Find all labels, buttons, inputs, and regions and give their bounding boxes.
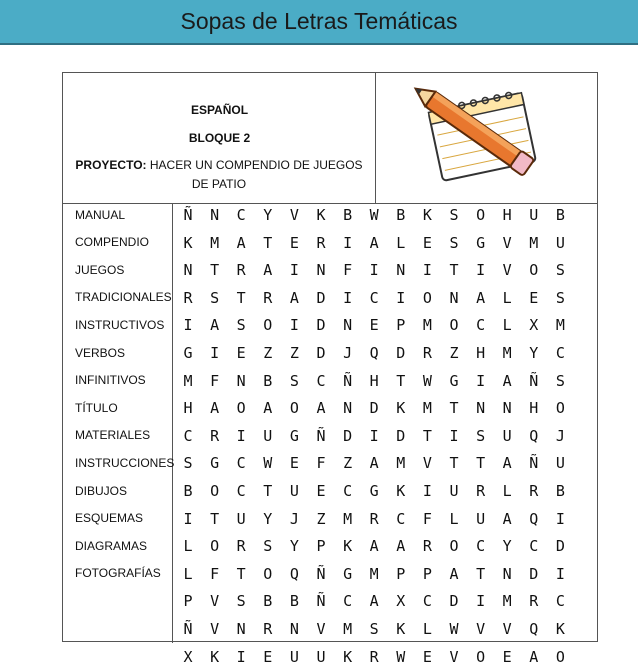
grid-letter: D xyxy=(449,592,459,611)
grid-letter: G xyxy=(476,233,486,252)
grid-letter: M xyxy=(210,233,220,252)
grid-letter: K xyxy=(396,399,406,418)
grid-letter: U xyxy=(289,482,299,500)
grid-letter: V xyxy=(289,206,299,224)
word-list-item: TÍTULO xyxy=(75,401,118,415)
grid-letter: L xyxy=(502,288,512,307)
word-list-item: ESQUEMAS xyxy=(75,511,144,525)
grid-letter: N xyxy=(236,620,246,638)
grid-letter: P xyxy=(396,564,406,583)
grid-letter: O xyxy=(289,399,299,418)
grid-letter: F xyxy=(343,261,353,280)
grid-letter: Q xyxy=(529,620,539,638)
grid-letter: U xyxy=(502,426,512,445)
grid-letter: I xyxy=(555,564,565,583)
grid-letter: I xyxy=(369,261,379,280)
grid-letter: H xyxy=(183,399,193,418)
block-label: BLOQUE 2 xyxy=(188,131,251,145)
grid-letter: P xyxy=(183,592,193,611)
grid-letter: I xyxy=(476,261,486,280)
grid-letter: I xyxy=(289,261,299,280)
grid-letter: D xyxy=(396,344,406,362)
grid-letter: C xyxy=(236,454,246,473)
grid-letter: A xyxy=(449,564,459,583)
grid-letter: O xyxy=(555,647,565,666)
grid-letter: R xyxy=(236,261,246,280)
grid-letter: M xyxy=(183,371,193,390)
grid-letter: J xyxy=(289,509,299,528)
grid-letter: K xyxy=(183,233,193,252)
grid-letter: I xyxy=(555,509,565,528)
grid-letter: D xyxy=(316,316,326,335)
grid-letter: T xyxy=(422,426,432,445)
grid-letter: O xyxy=(210,482,220,500)
grid-letter: S xyxy=(183,454,193,473)
word-list-item: MATERIALES xyxy=(75,428,151,442)
grid-letter: A xyxy=(369,233,379,252)
grid-letter: H xyxy=(502,206,512,224)
grid-letter: R xyxy=(422,537,432,556)
grid-letter: R xyxy=(316,233,326,252)
word-list-item: DIBUJOS xyxy=(75,484,128,498)
grid-letter: C xyxy=(422,592,432,611)
grid-letter: Y xyxy=(263,206,273,224)
grid-letter: E xyxy=(502,647,512,666)
word-list-item: INSTRUCCIONES xyxy=(75,456,175,470)
sheet-header xyxy=(63,73,597,204)
letter-grid xyxy=(173,203,597,666)
grid-letter: J xyxy=(555,426,565,445)
grid-letter: J xyxy=(343,344,353,362)
word-list-item: TRADICIONALES xyxy=(75,290,172,304)
grid-letter: T xyxy=(449,454,459,473)
grid-letter: K xyxy=(396,482,406,500)
grid-letter: M xyxy=(502,344,512,362)
grid-letter: C xyxy=(369,288,379,307)
grid-letter: M xyxy=(502,592,512,611)
grid-letter: S xyxy=(210,288,220,307)
grid-letter: B xyxy=(396,206,406,224)
grid-letter: C xyxy=(529,537,539,556)
grid-letter: S xyxy=(236,592,246,611)
grid-letter: R xyxy=(236,537,246,556)
grid-letter: I xyxy=(449,426,459,445)
grid-letter: S xyxy=(289,371,299,390)
grid-letter: I xyxy=(183,316,193,335)
grid-letter: A xyxy=(210,399,220,418)
grid-letter: H xyxy=(529,399,539,418)
grid-letter: N xyxy=(502,399,512,418)
grid-letter: T xyxy=(263,482,273,500)
grid-letter: O xyxy=(236,399,246,418)
grid-letter: I xyxy=(236,426,246,445)
grid-letter: W xyxy=(396,647,406,666)
grid-letter: H xyxy=(476,344,486,362)
grid-letter: Ñ xyxy=(316,592,326,611)
grid-letter: M xyxy=(555,316,565,335)
grid-letter: I xyxy=(422,261,432,280)
grid-letter: A xyxy=(289,288,299,307)
grid-letter: U xyxy=(555,233,565,252)
grid-letter: Y xyxy=(529,344,539,362)
grid-letter: U xyxy=(449,482,459,500)
grid-letter: S xyxy=(369,620,379,638)
grid-letter: V xyxy=(210,592,220,611)
grid-letter: U xyxy=(236,509,246,528)
grid-letter: S xyxy=(555,288,565,307)
grid-letter: N xyxy=(183,261,193,280)
grid-letter: N xyxy=(396,261,406,280)
grid-letter: B xyxy=(263,592,273,611)
grid-letter: R xyxy=(369,509,379,528)
grid-letter: R xyxy=(529,592,539,611)
grid-letter: T xyxy=(449,261,459,280)
grid-letter: L xyxy=(502,482,512,500)
grid-letter: O xyxy=(263,564,273,583)
grid-letter: E xyxy=(369,316,379,335)
grid-letter: I xyxy=(236,647,246,666)
grid-letter: T xyxy=(236,564,246,583)
grid-letter: N xyxy=(343,316,353,335)
grid-letter: A xyxy=(263,399,273,418)
grid-letter: T xyxy=(210,509,220,528)
grid-letter: A xyxy=(236,233,246,252)
grid-letter: V xyxy=(502,261,512,280)
grid-letter: O xyxy=(449,316,459,335)
grid-letter: A xyxy=(396,537,406,556)
grid-letter: S xyxy=(555,261,565,280)
grid-letter: A xyxy=(529,647,539,666)
grid-letter: S xyxy=(263,537,273,556)
grid-letter: F xyxy=(316,454,326,473)
grid-letter: Ñ xyxy=(343,371,353,390)
grid-letter: P xyxy=(422,564,432,583)
grid-letter: K xyxy=(343,647,353,666)
grid-letter: R xyxy=(183,288,193,307)
grid-letter: R xyxy=(263,288,273,307)
grid-letter: T xyxy=(210,261,220,280)
word-list-item: JUEGOS xyxy=(75,263,125,277)
grid-letter: D xyxy=(343,426,353,445)
grid-letter: X xyxy=(529,316,539,335)
grid-letter: R xyxy=(422,344,432,362)
grid-letter: C xyxy=(555,344,565,362)
grid-letter: C xyxy=(236,482,246,500)
grid-letter: M xyxy=(369,564,379,583)
grid-letter: V xyxy=(422,454,432,473)
grid-letter: O xyxy=(555,399,565,418)
grid-letter: U xyxy=(476,509,486,528)
grid-letter: T xyxy=(263,233,273,252)
grid-letter: T xyxy=(449,399,459,418)
grid-letter: R xyxy=(476,482,486,500)
grid-letter: O xyxy=(529,261,539,280)
grid-letter: N xyxy=(476,399,486,418)
grid-letter: A xyxy=(263,261,273,280)
grid-letter: Ñ xyxy=(183,206,193,224)
grid-letter: Q xyxy=(289,564,299,583)
grid-letter: Ñ xyxy=(529,454,539,473)
grid-letter: I xyxy=(343,288,353,307)
grid-letter: N xyxy=(343,399,353,418)
grid-letter: S xyxy=(555,371,565,390)
grid-letter: I xyxy=(369,426,379,445)
grid-letter: K xyxy=(343,537,353,556)
grid-letter: S xyxy=(476,426,486,445)
grid-letter: P xyxy=(316,537,326,556)
word-list-item: VERBOS xyxy=(75,346,126,360)
grid-letter: L xyxy=(183,564,193,583)
grid-letter: N xyxy=(449,288,459,307)
grid-letter: M xyxy=(343,620,353,638)
grid-letter: Ñ xyxy=(183,620,193,638)
grid-letter: C xyxy=(555,592,565,611)
grid-letter: G xyxy=(210,454,220,473)
grid-letter: M xyxy=(422,316,432,335)
grid-letter: L xyxy=(422,620,432,638)
grid-letter: D xyxy=(396,426,406,445)
grid-letter: I xyxy=(422,482,432,500)
word-list-item: INFINITIVOS xyxy=(75,373,146,387)
grid-letter: S xyxy=(449,233,459,252)
grid-letter: X xyxy=(396,592,406,611)
grid-letter: Y xyxy=(263,509,273,528)
grid-letter: E xyxy=(316,482,326,500)
grid-letter: W xyxy=(422,371,432,390)
word-list xyxy=(63,203,173,643)
grid-letter: E xyxy=(236,344,246,362)
grid-letter: Y xyxy=(289,537,299,556)
grid-letter: G xyxy=(449,371,459,390)
grid-letter: Ñ xyxy=(316,426,326,445)
subject-label: ESPAÑOL xyxy=(190,103,249,117)
grid-letter: U xyxy=(555,454,565,473)
grid-letter: C xyxy=(396,509,406,528)
grid-letter: Z xyxy=(343,454,353,473)
grid-letter: K xyxy=(422,206,432,224)
grid-letter: O xyxy=(476,647,486,666)
grid-letter: I xyxy=(396,288,406,307)
grid-letter: V xyxy=(476,620,486,638)
grid-letter: B xyxy=(343,206,353,224)
grid-letter: K xyxy=(316,206,326,224)
grid-letter: U xyxy=(289,647,299,666)
grid-letter: B xyxy=(289,592,299,611)
grid-letter: L xyxy=(502,316,512,335)
page-title: Sopas de Letras Temáticas xyxy=(0,0,638,45)
grid-letter: Z xyxy=(289,344,299,362)
grid-letter: V xyxy=(502,233,512,252)
grid-letter: T xyxy=(476,454,486,473)
grid-letter: O xyxy=(210,537,220,556)
grid-letter: B xyxy=(183,482,193,500)
grid-letter: N xyxy=(210,206,220,224)
grid-letter: C xyxy=(183,426,193,445)
grid-letter: C xyxy=(236,206,246,224)
grid-letter: B xyxy=(263,371,273,390)
grid-letter: F xyxy=(422,509,432,528)
grid-letter: O xyxy=(263,316,273,335)
grid-letter: M xyxy=(422,399,432,418)
grid-letter: U xyxy=(263,426,273,445)
project-text: HACER UN COMPENDIO DE JUEGOS DE PATIO xyxy=(149,158,363,191)
grid-letter: U xyxy=(529,206,539,224)
grid-letter: W xyxy=(263,454,273,473)
grid-letter: M xyxy=(396,454,406,473)
word-search-sheet xyxy=(62,72,598,666)
grid-letter: T xyxy=(396,371,406,390)
word-list-item: MANUAL xyxy=(75,208,126,222)
grid-letter: K xyxy=(210,647,220,666)
grid-letter: A xyxy=(369,454,379,473)
grid-letter: G xyxy=(183,344,193,362)
word-list-item: FOTOGRAFÍAS xyxy=(75,566,161,580)
grid-letter: O xyxy=(449,537,459,556)
grid-letter: F xyxy=(210,371,220,390)
word-list-item: INSTRUCTIVOS xyxy=(75,318,165,332)
grid-letter: Z xyxy=(316,509,326,528)
grid-letter: D xyxy=(555,537,565,556)
grid-letter: R xyxy=(263,620,273,638)
grid-letter: N xyxy=(236,371,246,390)
grid-letter: U xyxy=(316,647,326,666)
grid-letter: C xyxy=(316,371,326,390)
grid-letter: W xyxy=(369,206,379,224)
project-label: PROYECTO: xyxy=(75,158,147,172)
grid-letter: S xyxy=(449,206,459,224)
word-list-item: COMPENDIO xyxy=(75,235,150,249)
grid-letter: M xyxy=(529,233,539,252)
grid-letter: D xyxy=(529,564,539,583)
grid-letter: V xyxy=(316,620,326,638)
grid-letter: V xyxy=(210,620,220,638)
grid-letter: Z xyxy=(449,344,459,362)
grid-letter: E xyxy=(529,288,539,307)
grid-letter: A xyxy=(502,371,512,390)
grid-letter: A xyxy=(316,399,326,418)
grid-letter: F xyxy=(210,564,220,583)
grid-letter: I xyxy=(476,371,486,390)
grid-letter: G xyxy=(289,426,299,445)
grid-letter: I xyxy=(476,592,486,611)
grid-letter: E xyxy=(263,647,273,666)
grid-letter: V xyxy=(502,620,512,638)
grid-letter: G xyxy=(369,482,379,500)
grid-letter: N xyxy=(502,564,512,583)
grid-letter: S xyxy=(236,316,246,335)
grid-letter: D xyxy=(316,344,326,362)
grid-letter: T xyxy=(476,564,486,583)
grid-letter: A xyxy=(502,454,512,473)
grid-letter: D xyxy=(316,288,326,307)
word-list-item: DIAGRAMAS xyxy=(75,539,148,553)
grid-letter: K xyxy=(396,620,406,638)
grid-letter: H xyxy=(369,371,379,390)
notepad-pencil-icon xyxy=(376,73,597,203)
grid-letter: K xyxy=(555,620,565,638)
grid-letter: P xyxy=(396,316,406,335)
grid-letter: G xyxy=(343,564,353,583)
grid-letter: Z xyxy=(263,344,273,362)
grid-letter: C xyxy=(476,537,486,556)
grid-letter: V xyxy=(449,647,459,666)
grid-letter: D xyxy=(369,399,379,418)
grid-letter: C xyxy=(343,592,353,611)
project-description xyxy=(69,156,369,194)
grid-letter: A xyxy=(210,316,220,335)
grid-letter: Q xyxy=(529,426,539,445)
grid-letter: Ñ xyxy=(529,371,539,390)
grid-letter: A xyxy=(369,592,379,611)
grid-letter: Q xyxy=(529,509,539,528)
grid-letter: E xyxy=(289,233,299,252)
header-illustration xyxy=(376,73,597,203)
grid-letter: W xyxy=(449,620,459,638)
grid-letter: Y xyxy=(502,537,512,556)
grid-letter: E xyxy=(422,233,432,252)
grid-letter: L xyxy=(183,537,193,556)
grid-letter: A xyxy=(476,288,486,307)
grid-letter: N xyxy=(316,261,326,280)
grid-letter: B xyxy=(555,482,565,500)
grid-letter: A xyxy=(369,537,379,556)
grid-letter: X xyxy=(183,647,193,666)
grid-letter: R xyxy=(529,482,539,500)
grid-letter: I xyxy=(183,509,193,528)
grid-letter: Q xyxy=(369,344,379,362)
grid-letter: E xyxy=(289,454,299,473)
grid-letter: O xyxy=(422,288,432,307)
grid-letter: N xyxy=(289,620,299,638)
grid-letter: C xyxy=(476,316,486,335)
grid-letter: R xyxy=(369,647,379,666)
project-info xyxy=(63,73,376,203)
grid-letter: Ñ xyxy=(316,564,326,583)
grid-letter: R xyxy=(210,426,220,445)
grid-letter: T xyxy=(236,288,246,307)
grid-letter: B xyxy=(555,206,565,224)
grid-letter: I xyxy=(343,233,353,252)
grid-letter: L xyxy=(396,233,406,252)
grid-letter: L xyxy=(449,509,459,528)
grid-letter: I xyxy=(210,344,220,362)
grid-letter: C xyxy=(343,482,353,500)
grid-letter: E xyxy=(422,647,432,666)
grid-letter: O xyxy=(476,206,486,224)
grid-letter: M xyxy=(343,509,353,528)
grid-letter: A xyxy=(502,509,512,528)
grid-letter: I xyxy=(289,316,299,335)
